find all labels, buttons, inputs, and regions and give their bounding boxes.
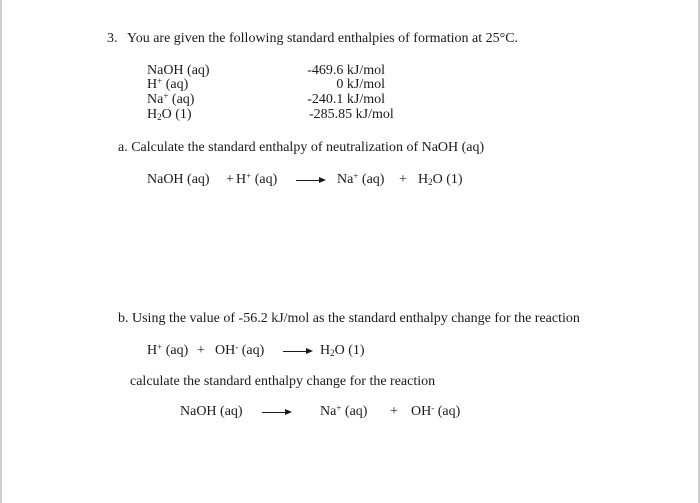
- part-b-eq2-product-1: Na+ (aq): [320, 402, 368, 419]
- reaction-arrow-icon: [296, 180, 324, 181]
- part-a-product-1: Na+ (aq): [337, 170, 385, 187]
- part-b-eq1-plus: +: [197, 343, 205, 358]
- table-row-3-value: -285.85 kJ/mol: [309, 107, 394, 122]
- table-row-2-value: -240.1 kJ/mol: [307, 92, 385, 107]
- part-b-eq1-reactant-2: OH- (aq): [215, 341, 265, 358]
- part-a-reactant-2: H+ (aq): [236, 170, 278, 187]
- reaction-arrow-icon: [262, 412, 290, 413]
- part-b-eq2-product-2: OH- (aq): [411, 402, 461, 419]
- reaction-arrow-icon: [283, 351, 311, 352]
- part-b-eq2-reactant: NaOH (aq): [180, 404, 243, 419]
- part-b-eq2-plus: +: [390, 404, 398, 419]
- table-row-2-species: Na+ (aq): [147, 90, 195, 107]
- table-row-3-species: $H_2O$ (1): [147, 107, 192, 123]
- part-b-question: b. Using the value of -56.2 kJ/mol as the standard enthalpy change for the reaction: [118, 311, 580, 326]
- part-a-question: a. Calculate the standard enthalpy of neutralization of NaOH (aq): [118, 140, 485, 155]
- part-a-product-2: $H_2O$ (1): [418, 172, 463, 188]
- table-row-1-species: H+ (aq): [147, 75, 189, 92]
- problem-intro: You are given the following standard enthalpies of formation at 25°C.: [127, 31, 519, 46]
- table-row-1-value: 0 kJ/mol: [336, 77, 385, 92]
- part-b-instruction: calculate the standard enthalpy change for the reaction: [130, 374, 436, 389]
- table-row-0-value: -469.6 kJ/mol: [307, 63, 385, 78]
- problem-number: 3.: [107, 31, 118, 46]
- part-a-reactant-1: NaOH (aq): [147, 172, 210, 187]
- part-b-eq1-product: $H_2O$ (1): [320, 343, 365, 359]
- part-b-eq1-reactant-1: H+ (aq): [147, 341, 189, 358]
- part-a-plus-2: +: [399, 172, 407, 187]
- part-a-plus-1: +: [226, 172, 234, 187]
- table-row-0-species: NaOH (aq): [147, 63, 210, 78]
